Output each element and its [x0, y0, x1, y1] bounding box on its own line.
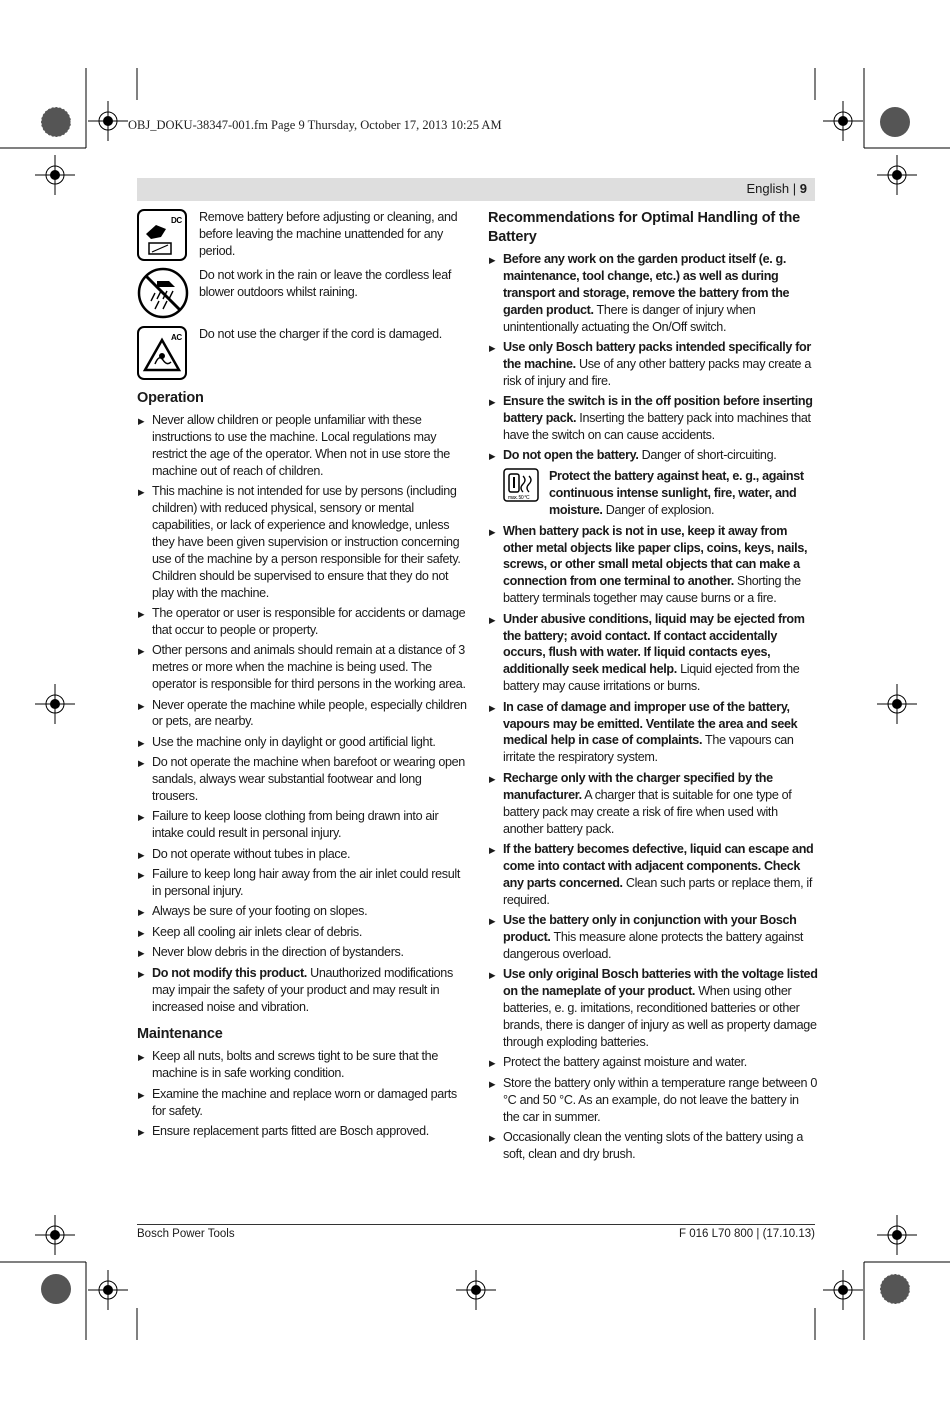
list-item: ▶ Never operate the machine while people, especially children or pets, are nearby.: [137, 697, 467, 731]
svg-text:max. 50 °C: max. 50 °C: [508, 494, 530, 501]
operation-list: [137, 412, 467, 1015]
file-info-line: OBJ_DOKU-38347-001.fm Page 9 Thursday, October 17, 2013 10:25 AM: [128, 118, 502, 132]
list-item: ▶ Before any work on the garden product itself (e. g. maintenance, tool change, etc.) as well as during transport and storage, remove the battery from the garden product. There is danger of injury when unintentionally actuating the On/Off switch.: [488, 251, 818, 336]
list-item: ▶ Never blow debris in the direction of bystanders.: [137, 944, 467, 961]
list-item: ▶ Do not operate without tubes in place.: [137, 846, 467, 863]
battery-heat-icon: [503, 468, 541, 519]
svg-text:DC: DC: [171, 216, 182, 225]
right-column: [488, 209, 818, 1166]
list-item: ▶ Store the battery only within a temperature range between 0 °C and 50 °C. As an example, do not leave the battery in the car in summer.: [488, 1075, 818, 1126]
list-item: ▶ Ensure replacement parts fitted are Bosch approved.: [137, 1123, 467, 1140]
list-item: ▶ Occasionally clean the venting slots of the battery using a soft, clean and dry brush.: [488, 1129, 818, 1163]
charger-damaged-cord-ac-icon: [137, 326, 189, 382]
svg-text:AC: AC: [171, 333, 182, 342]
list-item: ▶ Use only original Bosch batteries with the voltage listed on the nameplate of your product. When using other batteries, e. g. imitations, reconditioned batteries or other brands, there is danger of injury as well as property damage through exploding batteries.: [488, 966, 818, 1051]
no-rain-icon: [137, 267, 189, 324]
list-item: ▶ Do not modify this product. Unauthorized modifications may impair the safety of your product and may result in increased noise and vibration.: [137, 965, 467, 1016]
list-item: ▶ Recharge only with the charger specified by the manufacturer. A charger that is suitable for one type of battery pack may create a risk of fire when used with another battery pack.: [488, 770, 818, 838]
list-item: ▶ Ensure the switch is in the off position before inserting battery pack. Inserting the battery pack into machines that have the switch on can cause accidents.: [488, 393, 818, 444]
footer-divider: [137, 1224, 815, 1225]
list-item: ▶ Keep all nuts, bolts and screws tight to be sure that the machine is in safe working condition.: [137, 1048, 467, 1082]
list-item: ▶ If the battery becomes defective, liquid can escape and come into contact with adjacent components. Check any parts concerned. Clean such parts or replace them, if required.: [488, 841, 818, 909]
footer-doc-number: F 016 L70 800 | (17.10.13): [679, 1228, 815, 1240]
page-number: 9: [799, 181, 807, 196]
list-item: ▶ Always be sure of your footing on slopes.: [137, 903, 467, 920]
footer-publisher: Bosch Power Tools: [137, 1228, 235, 1240]
header-label: English | 9: [746, 181, 807, 196]
battery-list-b: [488, 523, 818, 1163]
list-item: ▶ In case of damage and improper use of the battery, vapours may be emitted. Ventilate the area and seek medical help in case of complaints. The vapours can irritate the respiratory system.: [488, 699, 818, 767]
icon-note-text: Do not use the charger if the cord is damaged.: [199, 327, 442, 341]
list-item: ▶ Keep all cooling air inlets clear of debris.: [137, 924, 467, 941]
icon-note-text: Remove battery before adjusting or cleaning, and before leaving the machine unattended for any period.: [199, 210, 458, 258]
list-item: ▶ The operator or user is responsible for accidents or damage that occur to people or property.: [137, 605, 467, 639]
list-item: ▶ Other persons and animals should remain at a distance of 3 metres or more when the machine is being used. The operator is responsible for third persons in the working area.: [137, 642, 467, 693]
list-item: ▶ This machine is not intended for use by persons (including children) with reduced physical, sensory or mental capabilities, or lack of experience and knowledge, unless they have been given supervision or instruction concerning use of the machine by a person responsible for their safety. Children should be supervised to ensure that they do not play with the machine.: [137, 483, 467, 601]
section-title-operation: Operation: [137, 390, 204, 406]
list-item: ▶ Never allow children or people unfamiliar with these instructions to use the machine. Local regulations may restrict the age of the operator. When not in use store the machine out of reach of children.: [137, 412, 467, 480]
header-language: English: [746, 181, 790, 196]
list-item: ▶ Do not operate the machine when barefoot or wearing open sandals, always wear substantial footwear and long trousers.: [137, 754, 467, 805]
heat-warning-note: [503, 468, 818, 519]
list-item: ▶ Use only Bosch battery packs intended specifically for the machine. Use of any other battery packs may create a risk of injury and fire.: [488, 339, 818, 390]
list-item: ▶ Do not open the battery. Danger of short-circuiting.: [488, 447, 818, 464]
section-title-maintenance: Maintenance: [137, 1026, 223, 1043]
battery-remove-dc-icon: [137, 209, 189, 261]
icon-note-3: [137, 326, 467, 382]
heat-warning-text: Protect the battery against heat, e. g., against continuous intense sunlight, fire, water, and moisture. Danger of explosion.: [549, 468, 804, 517]
icon-note-1: [137, 209, 467, 261]
maintenance-list: [137, 1048, 467, 1140]
icon-note-text: Do not work in the rain or leave the cordless leaf blower outdoors whilst raining.: [199, 268, 452, 299]
icon-note-2: [137, 267, 467, 324]
list-item: ▶ Failure to keep long hair away from the air inlet could result in personal injury.: [137, 866, 467, 900]
list-item: ▶ Examine the machine and replace worn or damaged parts for safety.: [137, 1086, 467, 1120]
left-column: [137, 209, 467, 1143]
list-item: ▶ Use the battery only in conjunction with your Bosch product. This measure alone protects the battery against dangerous overload.: [488, 912, 818, 963]
list-item: ▶ Failure to keep loose clothing from being drawn into air intake could result in personal injury.: [137, 808, 467, 842]
list-item: ▶ Under abusive conditions, liquid may be ejected from the battery; avoid contact. If contact accidentally occurs, flush with water. If liquid contacts eyes, additionally seek medical help. Liquid ejected from the battery may cause irritations or burns.: [488, 611, 818, 696]
battery-list-a: [488, 251, 818, 464]
list-item: ▶ Use the machine only in daylight or good artificial light.: [137, 734, 467, 751]
list-item: ▶ When battery pack is not in use, keep it away from other metal objects like paper clips, coins, keys, nails, screws, or other small metal objects that can make a connection from one terminal to another. Shorting the battery terminals together may cause burns or a fire.: [488, 523, 818, 608]
list-item: ▶ Protect the battery against moisture and water.: [488, 1054, 818, 1071]
section-title-battery: Recommendations for Optimal Handling of the Battery: [488, 210, 801, 245]
page-header: [137, 178, 815, 201]
